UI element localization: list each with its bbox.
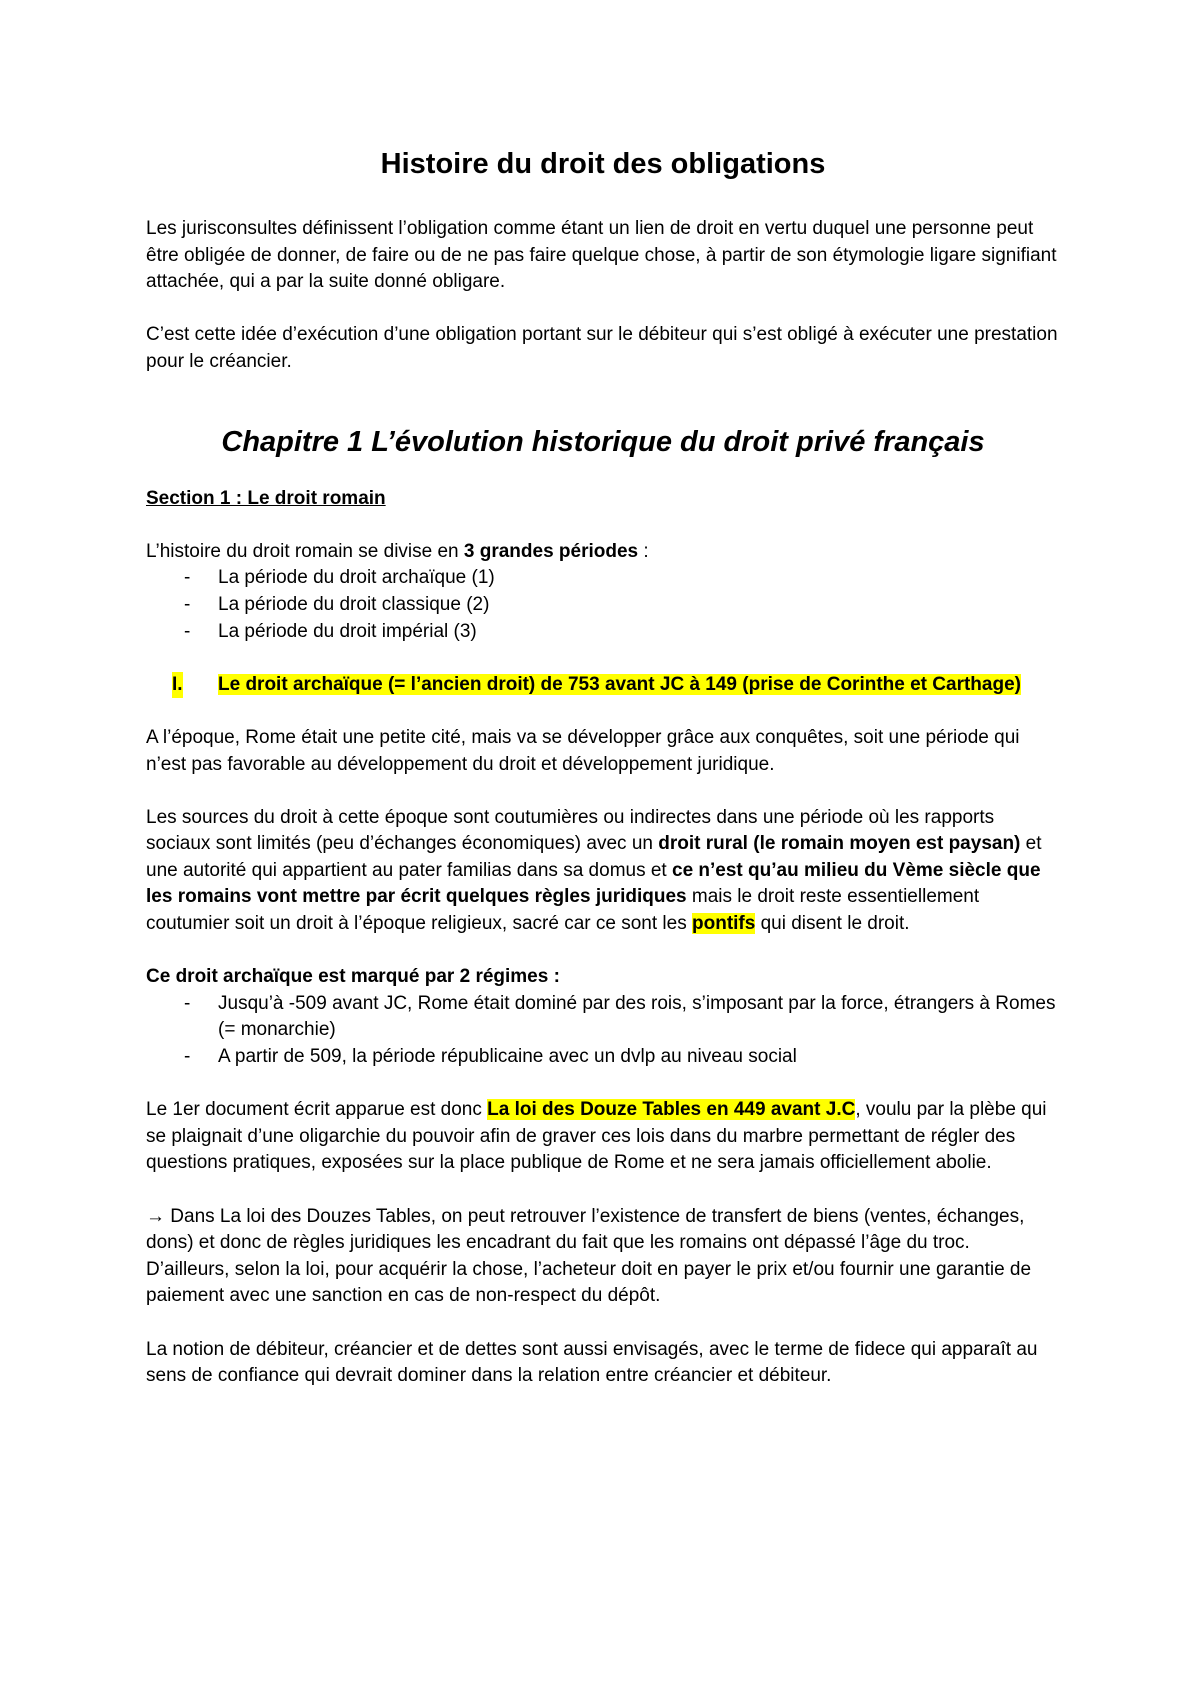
regimes-title bbox=[146, 964, 1060, 991]
part-heading bbox=[146, 672, 1060, 699]
periods-intro-text: L’histoire du droit romain se divise en bbox=[146, 540, 464, 562]
periods-intro-bold: 3 grandes périodes bbox=[463, 540, 639, 562]
dash-bullet: - bbox=[184, 1046, 191, 1068]
part-heading-text: Le droit archaïque (= l’ancien droit) de 753 avant JC à 149 (prise de Corinthe et Carthage) bbox=[218, 673, 1021, 695]
bold-run: ce n’est qu’au milieu du Vème siècle que les romains vont mettre par écrit quelques règles juridiques bbox=[146, 859, 1041, 908]
text-run: qui disent le droit. bbox=[755, 913, 910, 935]
list-item-text: Jusqu’à -509 avant JC, Rome était dominé par des rois, s’imposant par la force, étrangers à Romes (= monarchie) bbox=[218, 992, 1056, 1041]
intro-paragraph-2: C’est cette idée d’exécution d’une obligation portant sur le débiteur qui s’est obligé à exécuter une prestation pour le créancier. bbox=[146, 324, 1058, 372]
paragraph-douze-tables bbox=[146, 1097, 1060, 1177]
list-item bbox=[146, 619, 1060, 646]
intro-paragraph-1: Les jurisconsultes définissent l’obligation comme étant un lien de droit en vertu duquel une personne peut être obligée de donner, de faire ou de ne pas faire quelque chose, à partir de son étymologie ligare signifiant attachée, qui a par la suite donné obligare. bbox=[146, 218, 1057, 293]
dash-bullet: - bbox=[184, 620, 191, 642]
regimes-list bbox=[146, 991, 1060, 1071]
dash-bullet: - bbox=[184, 567, 191, 589]
paragraph-notion: La notion de débiteur, créancier et de dettes sont aussi envisagés, avec le terme de fidece qui apparaît au sens de confiance qui devrait dominer dans la relation entre créancier et débiteur. bbox=[146, 1338, 1038, 1387]
bold-run: droit rural (le romain moyen est paysan) bbox=[658, 833, 1021, 855]
periods-list bbox=[146, 565, 1060, 645]
list-item-text: La période du droit impérial (3) bbox=[218, 620, 477, 642]
list-item-text: La période du droit archaïque (1) bbox=[218, 567, 495, 589]
paragraph-ailleurs: D’ailleurs, selon la loi, pour acquérir la chose, l’acheteur doit en payer le prix et/ou fournir une garantie de paiement avec une sanction en cas de non-respect du dépôt. bbox=[146, 1258, 1032, 1307]
list-item bbox=[146, 1044, 1060, 1071]
list-item bbox=[146, 991, 1060, 1044]
chapter-title: Chapitre 1 L’évolution historique du droit privé français bbox=[221, 425, 985, 458]
section-title: Section 1 : Le droit romain bbox=[146, 487, 386, 509]
paragraph-sources bbox=[146, 805, 1060, 938]
highlighted-term: pontifs bbox=[692, 913, 756, 935]
paragraph-epoque: A l’époque, Rome était une petite cité, mais va se développer grâce aux conquêtes, soit une période qui n’est pas favorable au développement du droit et développement juridique. bbox=[146, 726, 1020, 775]
list-item-text: La période du droit classique (2) bbox=[218, 593, 490, 615]
text-run: , voulu par la plèbe qui se plaignait d’une oligarchie du pouvoir afin de graver ces lois dans du marbre permettant de régler des questions pratiques, exposées sur la place publique de Rome et ne sera jamais officiellement abolie. bbox=[146, 1099, 1047, 1174]
text-run: mais le droit reste essentiellement coutumier soit un droit à l’époque religieux, sacré car ce sont les bbox=[146, 886, 980, 935]
dash-bullet: - bbox=[184, 593, 191, 615]
paragraph-transfert: → Dans La loi des Douzes Tables, on peut retrouver l’existence de transfert de biens (ventes, échanges, dons) et donc de règles juridiques les encadrant du fait que les romains ont dépassé l’âge du troc. bbox=[146, 1205, 1025, 1254]
periods-intro-colon: : bbox=[638, 540, 649, 562]
text-run: Le 1er document écrit apparue est donc bbox=[146, 1099, 488, 1121]
text-run: et une autorité qui appartient au pater familias dans sa domus et bbox=[146, 833, 1042, 881]
dash-bullet: - bbox=[184, 992, 191, 1014]
list-item bbox=[146, 565, 1060, 592]
part-number: I. bbox=[172, 672, 183, 699]
text-run: Les sources du droit à cette époque sont coutumières ou indirectes dans une période où les rapports sociaux sont limités (peu d’échanges économiques) avec un bbox=[146, 806, 995, 855]
highlighted-term: La loi des Douze Tables en 449 avant J.C bbox=[487, 1099, 856, 1121]
document-title: Histoire du droit des obligations bbox=[380, 148, 826, 180]
list-item bbox=[146, 592, 1060, 619]
regimes-title-text: Ce droit archaïque est marqué par 2 régimes : bbox=[146, 966, 560, 988]
periods-intro bbox=[146, 539, 1060, 566]
list-item-text: A partir de 509, la période républicaine avec un dvlp au niveau social bbox=[218, 1046, 797, 1068]
